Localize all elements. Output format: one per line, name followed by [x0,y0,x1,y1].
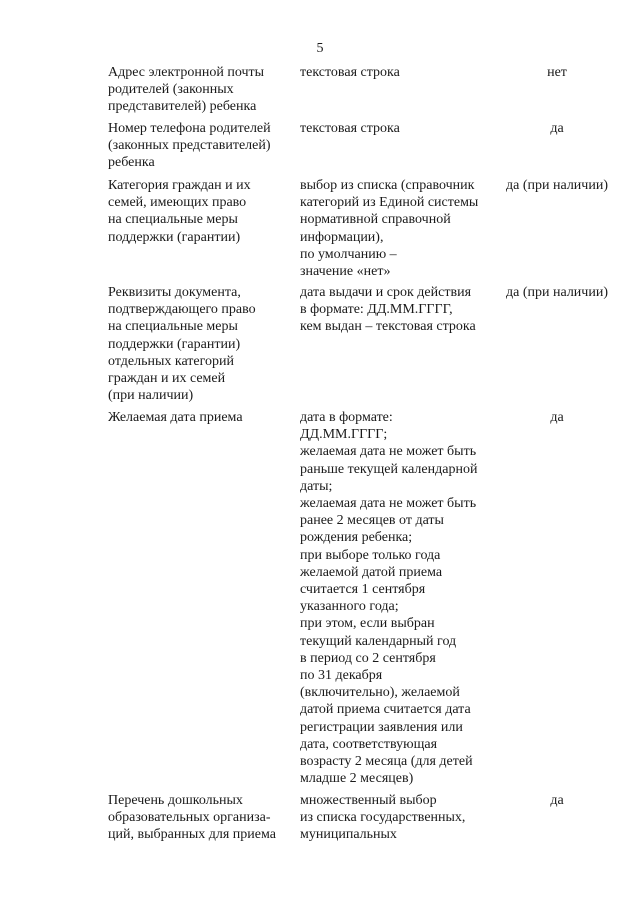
text-line: образовательных организа- [108,810,271,826]
text-line: считается 1 сентября [300,582,426,598]
text-line: значение «нет» [300,264,391,280]
text-line: Перечень дошкольных [108,793,243,808]
text-line: желаемая дата не может быть [300,496,477,512]
text-line: множественный выбор [300,793,437,808]
text-line: при выборе только года [300,547,441,563]
text-line: рождения ребенка; [300,530,413,546]
text-line: поддержки (гарантии) [108,336,241,352]
field-format [300,792,500,844]
text-line: ребенка [108,155,155,171]
field-name [108,409,288,426]
text-line: (включительно), желаемой [300,685,460,701]
text-line: Адрес электронной почты [108,65,265,80]
text-line: Реквизиты документа, [108,285,241,300]
text-line: младше 2 месяцев) [300,771,414,787]
field-required: да [550,121,564,136]
text-line: из списка государственных, [300,810,466,826]
text-line: выбор из списка (справочник [300,178,475,193]
text-line: на специальные меры [108,212,238,228]
text-line: по умолчанию – [300,246,397,262]
text-line: Категория граждан и их [108,178,251,193]
text-line: на специальные меры [108,319,238,335]
text-line: поддержки (гарантии) [108,229,241,245]
field-format [300,284,500,336]
text-line: Номер телефона родителей [108,121,271,136]
text-line: семей, имеющих право [108,195,247,211]
field-required: нет [547,65,567,80]
text-line: категорий из Единой системы [300,195,479,211]
text-line: (законных представителей) [108,138,271,154]
field-required: да [550,793,564,808]
text-line: даты; [300,478,333,494]
text-line: датой приема считается дата [300,702,471,718]
text-line: отдельных категорий [108,353,235,369]
field-format [300,64,500,81]
field-name [108,64,288,116]
field-name [108,177,288,246]
field-required: да [550,410,564,425]
text-line: возрасту 2 месяца (для детей [300,754,473,770]
text-line: при этом, если выбран [300,616,435,632]
text-line: подтверждающего право [108,302,256,318]
field-name [108,792,288,844]
field-name [108,284,288,404]
text-line: дата в формате: [300,410,393,425]
text-line: ций, выбранных для приема [108,827,276,843]
text-line: регистрации заявления или [300,719,463,735]
field-format [300,409,500,787]
text-line: текстовая строка [300,65,400,80]
field-format [300,177,500,280]
text-line: нормативной справочной [300,212,451,228]
field-required: да (при наличии) [506,178,608,193]
text-line: дата, соответствующая [300,736,438,752]
page-number: 5 [316,41,324,56]
text-line: информации), [300,229,384,245]
text-line: в период со 2 сентября [300,650,436,666]
text-line: представителей) ребенка [108,99,257,115]
text-line: Желаемая дата приема [108,410,243,425]
text-line: в формате: ДД.ММ.ГГГГ, [300,302,453,318]
text-line: текущий календарный год [300,633,457,649]
text-line: желаемая дата не может быть [300,444,477,460]
text-line: ранее 2 месяцев от даты [300,513,444,529]
field-format [300,120,500,137]
text-line: муниципальных [300,827,397,843]
field-name [108,120,288,172]
text-line: родителей (законных [108,82,234,98]
text-line: текстовая строка [300,121,400,136]
text-line: указанного года; [300,599,399,615]
text-line: (при наличии) [108,388,194,404]
text-line: желаемой датой приема [300,564,443,580]
text-line: ДД.ММ.ГГГГ; [300,427,388,443]
field-required: да (при наличии) [506,285,608,300]
text-line: граждан и их семей [108,371,226,387]
text-line: дата выдачи и срок действия [300,285,472,300]
text-line: кем выдан – текстовая строка [300,319,476,335]
text-line: раньше текущей календарной [300,461,478,477]
text-line: по 31 декабря [300,668,383,684]
